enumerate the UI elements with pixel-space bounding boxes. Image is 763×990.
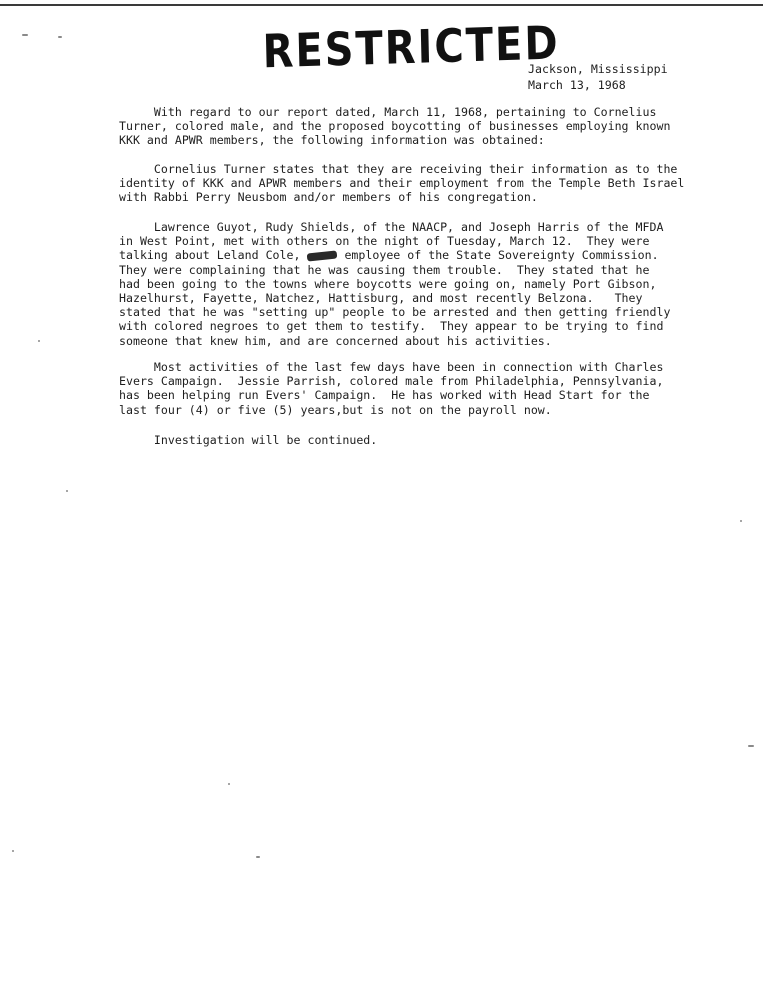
text-line: They were complaining that he was causing them trouble. They stated that he [119, 262, 650, 277]
text-segment: talking about Leland Cole, [119, 248, 308, 263]
text-segment: employee of the State Sovereignty Commission. [337, 248, 659, 263]
scan-speck [256, 856, 260, 858]
place-line: Jackson, Mississippi [528, 62, 668, 76]
text-line: Most activities of the last few days have been in connection with Charles [119, 360, 664, 374]
text-line: has been helping run Evers' Campaign. He has worked with Head Start for the [119, 388, 650, 403]
scan-speck [12, 850, 14, 852]
scan-speck [740, 520, 742, 522]
paragraph-meeting-report [119, 220, 699, 348]
text-line: Turner, colored male, and the proposed boycotting of businesses employing known [119, 119, 671, 134]
place-date-block [528, 61, 668, 93]
paragraph-campaign-activities [119, 360, 699, 417]
restricted-stamp: RESTRICTED [262, 17, 561, 79]
scan-speck [58, 36, 62, 38]
text-line: Evers Campaign. Jessie Parrish, colored male from Philadelphia, Pennsylvania, [119, 374, 664, 389]
text-line: someone that knew him, and are concerned about his activities. [119, 333, 552, 348]
text-line: stated that he was "setting up" people to be arrested and then getting friendly [119, 305, 671, 320]
redaction-mark [307, 250, 338, 261]
top-border-line [0, 4, 763, 6]
text-line: Cornelius Turner states that they are receiving their information as to the [119, 162, 678, 176]
text-line: Hazelhurst, Fayette, Natchez, Hattisburg, and most recently Belzona. They [119, 291, 643, 306]
text-line: had been going to the towns where boycotts were going on, namely Port Gibson, [119, 276, 657, 291]
text-line-redacted [119, 248, 699, 262]
scan-speck [748, 745, 754, 747]
scan-speck [66, 490, 68, 492]
date-line: March 13, 1968 [528, 78, 626, 92]
text-line: in West Point, met with others on the night of Tuesday, March 12. They were [119, 234, 650, 249]
text-line: KKK and APWR members, the following information was obtained: [119, 133, 545, 148]
paragraph-information-source [119, 162, 699, 205]
scan-speck [22, 34, 28, 36]
text-line: With regard to our report dated, March 11, 1968, pertaining to Cornelius [119, 105, 657, 119]
text-line: identity of KKK and APWR members and their employment from the Temple Beth Israel [119, 176, 685, 191]
paragraph-report-reference [119, 105, 699, 148]
text-line: Investigation will be continued. [119, 433, 378, 447]
scan-speck [38, 340, 40, 342]
paragraph-closing [119, 433, 699, 447]
text-line: Lawrence Guyot, Rudy Shields, of the NAACP, and Joseph Harris of the MFDA [119, 220, 664, 234]
text-line: with Rabbi Perry Neusbom and/or members of his congregation. [119, 190, 538, 205]
text-line: last four (4) or five (5) years,but is not on the payroll now. [119, 402, 552, 417]
scan-speck [228, 783, 230, 785]
text-line: with colored negroes to get them to testify. They appear to be trying to find [119, 319, 664, 334]
